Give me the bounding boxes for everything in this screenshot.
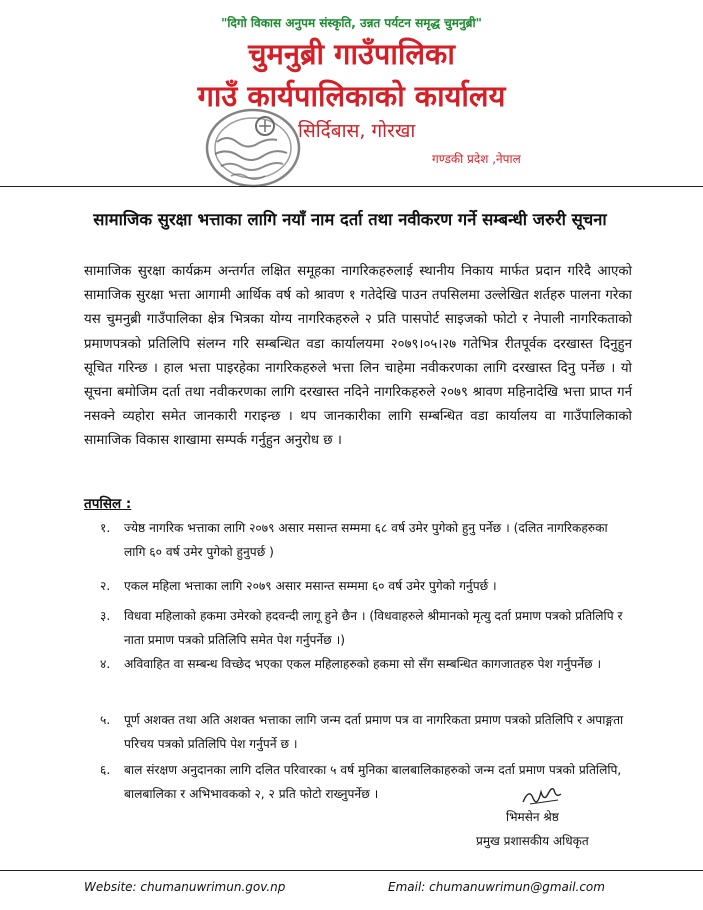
signature-icon [520,784,564,808]
annex-item [100,708,630,756]
municipality-seal-icon [203,104,303,192]
annex-item-number: ३. [100,609,111,623]
annex-item-text: विधवा महिलाको हकमा उमेरको हदवन्दी लागू हुने छैन । (विधवाहरुले श्रीमानको मृत्यु दर्ता प्रमाण पत्रको प्रतिलिपि र नाता प्रमाण पत्रको प्रतिलिपि समेत पेश गर्नुपर्नेछ ।) [124,609,623,647]
notice-title: सामाजिक सुरक्षा भत्ताका लागि नयाँ नाम दर्ता तथा नवीकरण गर्ने सम्बन्धी जरुरी सूचना [93,210,607,229]
annex-heading: तपसिल : [84,496,132,512]
email-link[interactable]: Email: chumanuwrimun@gmail.com [388,880,605,894]
annex-item-text: ज्येष्ठ नागरिक भत्ताका लागि २०७९ असार मसान्त सम्ममा ६८ वर्ष उमेर पुगेको हुनु पर्नेछ । (दलित नागरिकहरुका लागि ६० वर्ष उमेर पुगेको हुनुपर्छ ) [124,521,608,559]
website-link[interactable]: Website: chumanuwrimun.gov.np [84,880,286,894]
office-location: सिर्दिबास, गोरखा [298,120,416,142]
footer-divider [0,870,703,871]
office-name: गाउँ कार्यपालिकाको कार्यालय [197,79,506,113]
notice-body: सामाजिक सुरक्षा कार्यक्रम अन्तर्गत लक्षित समूहका नागरिकहरुलाई स्थानीय निकाय मार्फत प्रदान गरिदै आएको सामाजिक सुरक्षा भत्ता आगामी आर्थिक वर्ष को श्रावण १ गतेदेखि पाउन तपसिलमा उल्लेखित शर्तहरु पालना गरेका यस चुमनुब्री गाउँपालिका क्षेत्र भित्रका योग्य नागरिकहरुले २ प्रति पासपोर्ट साइजको फोटो र नेपाली नागरिकताको प्रमाणपत्रको प्रतिलिपि संलग्न गरि सम्बन्धित वडा कार्यालयमा २०७९।०५।२७ गतेभित्र रीतपूर्वक दरखास्त दिनुहुन सूचित गरिन्छ । हाल भत्ता पाइरहेका नागरिकहरुले भत्ता लिन चाहेमा नवीकरणका लागि दरखास्त दिनु पर्नेछ । यो सूचना बमोजिम दर्ता तथा नवीकरणका लागि दरखास्त नदिने नागरिकहरुले २०७९ श्रावण महिनादेखि भत्ता प्राप्त गर्न नसक्ने व्यहोरा समेत जानकारी गराइन्छ । थप जानकारीका लागि सम्बन्धित वडा कार्यालय वा गाउँपालिकाको सामाजिक विकास शाखामा सम्पर्क गर्नुहुन अनुरोध छ । [84,264,632,449]
annex-item-number: ६. [100,763,111,777]
annex-item [100,604,630,652]
annex-item-text: अविवाहित वा सम्बन्ध विच्छेद भएका एकल महिलाहरुको हकमा सो सँग सम्बन्धित कागजातहरु पेश गर्नुपर्नेछ । [124,657,602,671]
header-divider [0,186,703,187]
annex-item-number: १. [100,521,111,535]
annex-item-text: पूर्ण अशक्त तथा अति अशक्त भत्ताका लागि जन्म दर्ता प्रमाण पत्र वा नागरिकता प्रमाण पत्रको प्रतिलिपि र अपाङ्गता परिचय पत्रको प्रतिलिपि पेश गर्नुपर्ने छ । [124,713,624,751]
annex-item-text: बाल संरक्षण अनुदानका लागि दलित परिवारका ५ वर्ष मुनिका बालबालिकाहरुको जन्म दर्ता प्रमाण पत्रको प्रतिलिपि, बालबालिका र अभिभावकको २, २ प्रति फोटो राख्नुपर्नेछ । [124,763,622,801]
annex-item [100,574,630,598]
signer-name: भिमसेन श्रेष्ठ [506,810,559,824]
municipality-name: चुमनुब्री गाउँपालिका [248,37,455,71]
annex-item [100,516,630,564]
annex-item-number: ४. [100,657,111,671]
province-label: गण्डकी प्रदेश ,नेपाल [432,152,521,166]
annex-item-text: एकल महिला भत्ताका लागि २०७९ असार मसान्त सम्ममा ६० वर्ष उमेर पुगेको गर्नुपर्छ । [124,579,497,593]
annex-item [100,652,630,676]
motto: "दिगो विकास अनुपम संस्कृति, उन्नत पर्यटन समृद्ध चुमनुब्री" [221,16,482,30]
annex-item-number: ५. [100,713,111,727]
signer-designation: प्रमुख प्रशासकीय अधिकृत [476,834,589,848]
annex-item-number: २. [100,579,111,593]
